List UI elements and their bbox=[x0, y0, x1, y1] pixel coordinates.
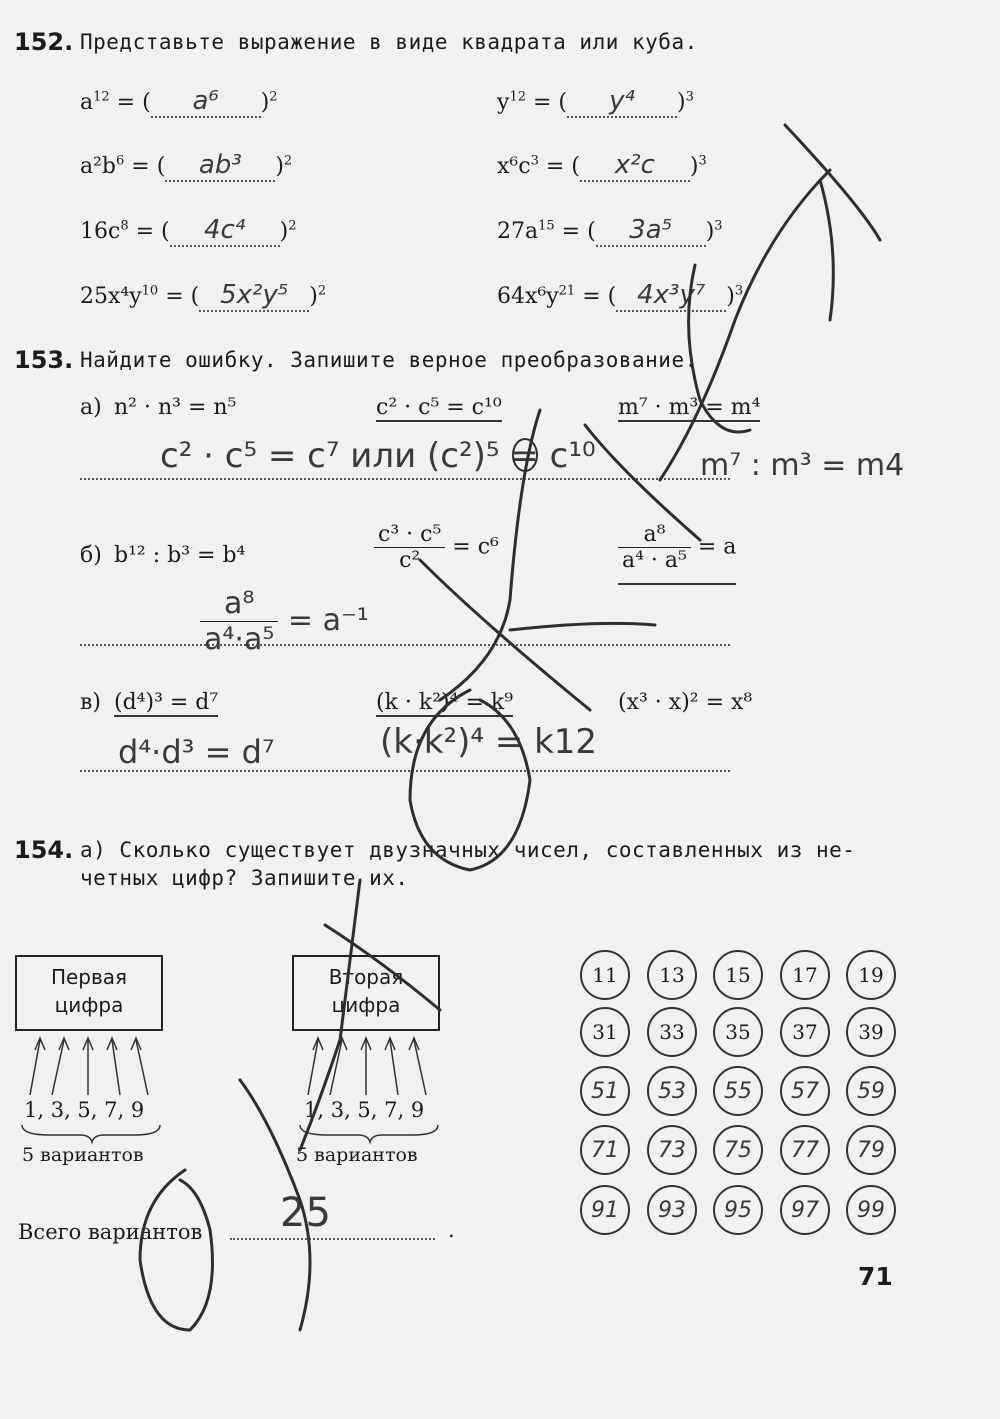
expr-open-paren: = ( bbox=[554, 219, 596, 244]
number-circle: 77 bbox=[780, 1125, 830, 1175]
expr-base: 25x⁴y bbox=[80, 284, 142, 309]
task-153-text: Найдите ошибку. Запишите верное преобразование. bbox=[80, 348, 698, 372]
answer-b-denominator: a⁴·a⁵ bbox=[204, 622, 275, 657]
number-circle: 93 bbox=[647, 1185, 697, 1235]
expr-close-paren: ) bbox=[275, 154, 284, 179]
number-circle: 17 bbox=[780, 950, 830, 1000]
item-b-expr-3 bbox=[618, 522, 736, 585]
expr-close-paren: ) bbox=[309, 284, 318, 309]
expr-close-paren: ) bbox=[689, 154, 699, 179]
handwritten-answer: 5x²y⁵ bbox=[199, 280, 309, 312]
task-152-expr-right bbox=[497, 215, 723, 247]
answer-line-v bbox=[80, 770, 730, 772]
task-153-number: 153. bbox=[14, 346, 74, 374]
number-circle: 37 bbox=[780, 1007, 830, 1057]
expr-close-paren: ) bbox=[705, 219, 715, 244]
expr-power: 2 bbox=[269, 89, 278, 105]
item-v-expr-1: (d⁴)³ = d⁷ bbox=[114, 690, 219, 715]
page-number: 71 bbox=[858, 1262, 893, 1291]
expr-power: 3 bbox=[734, 283, 744, 299]
number-circle: 11 bbox=[580, 950, 630, 1000]
number-circle: 95 bbox=[713, 1185, 763, 1235]
item-v-expr-2: (k · k²)⁴ = k⁹ bbox=[376, 690, 514, 715]
arrows-second bbox=[308, 1038, 426, 1095]
expr-open-paren: = ( bbox=[124, 154, 166, 179]
handwritten-answer: x²c bbox=[580, 150, 690, 182]
expr-exponent: 12 bbox=[509, 89, 526, 105]
number-circle: 13 bbox=[647, 950, 697, 1000]
expr-power: 3 bbox=[698, 153, 707, 169]
total-answer: 25 bbox=[280, 1190, 331, 1236]
expr-power: 2 bbox=[317, 283, 327, 299]
answer-b-numerator: a⁸ bbox=[200, 586, 278, 622]
task-154-number: 154. bbox=[14, 836, 74, 864]
expr-close-paren: ) bbox=[279, 219, 289, 244]
number-circle: 91 bbox=[580, 1185, 630, 1235]
expr-close-paren: ) bbox=[726, 284, 735, 309]
answer-b bbox=[200, 586, 369, 657]
expr-open-paren: = ( bbox=[525, 90, 567, 115]
b2-rhs: = c⁶ bbox=[452, 534, 499, 560]
number-circle: 97 bbox=[780, 1185, 830, 1235]
item-a-label: а) bbox=[80, 395, 102, 420]
total-answer-line bbox=[230, 1238, 435, 1240]
item-b-expr-1: b¹² : b³ = b⁴ bbox=[114, 543, 246, 568]
expr-open-paren: = ( bbox=[128, 219, 170, 244]
item-a-expr-1: n² · n³ = n⁵ bbox=[114, 395, 237, 420]
first-digit-box: Первая цифра bbox=[15, 955, 163, 1031]
item-v-label: в) bbox=[80, 690, 101, 715]
expr-exponent: 12 bbox=[93, 89, 110, 105]
handwritten-answer: 4c⁴ bbox=[170, 215, 280, 247]
handwritten-answer: 3a⁵ bbox=[596, 215, 706, 247]
expr-exponent: 10 bbox=[141, 283, 159, 299]
expr-power: 3 bbox=[685, 89, 694, 105]
expr-close-paren: ) bbox=[260, 90, 270, 115]
answer-v-1: d⁴·d³ = d⁷ bbox=[118, 733, 275, 771]
item-v-expr-3: (x³ · x)² = x⁸ bbox=[618, 690, 753, 715]
digits-first: 1, 3, 5, 7, 9 bbox=[24, 1098, 145, 1122]
b3-rhs: = a bbox=[697, 534, 737, 560]
number-circle: 55 bbox=[713, 1066, 763, 1116]
expr-power: 3 bbox=[714, 218, 723, 234]
expr-exponent: 8 bbox=[120, 218, 129, 234]
total-label: Всего вариантов bbox=[18, 1220, 203, 1244]
task-152-text: Представьте выражение в виде квадрата или куба. bbox=[80, 30, 698, 54]
number-circle: 53 bbox=[647, 1066, 697, 1116]
handwritten-answer: y⁴ bbox=[567, 86, 677, 118]
expr-open-paren: = ( bbox=[538, 154, 580, 179]
answer-v-2: (k·k²)⁴ = k12 bbox=[380, 722, 598, 762]
number-circle: 79 bbox=[846, 1125, 896, 1175]
number-circle: 59 bbox=[846, 1066, 896, 1116]
handwritten-answer: 4x³y⁷ bbox=[616, 280, 726, 312]
number-circle: 71 bbox=[580, 1125, 630, 1175]
task-152-expr-left bbox=[80, 215, 297, 247]
task-152-expr-left bbox=[80, 280, 326, 312]
number-circle: 33 bbox=[647, 1007, 697, 1057]
expr-exponent: 15 bbox=[538, 218, 555, 234]
expr-base: y bbox=[497, 90, 510, 115]
number-circle: 31 bbox=[580, 1007, 630, 1057]
answer-line-a bbox=[80, 478, 730, 480]
second-digit-box: Вторая цифра bbox=[292, 955, 440, 1031]
brace-second bbox=[300, 1125, 438, 1142]
brace-first bbox=[22, 1125, 160, 1142]
expr-base: 27a bbox=[497, 219, 539, 244]
number-circle: 39 bbox=[846, 1007, 896, 1057]
number-circle: 75 bbox=[713, 1125, 763, 1175]
expr-base: 64x⁶y bbox=[497, 284, 559, 309]
b3-denominator: a⁴ · a⁵ bbox=[622, 548, 687, 573]
answer-line-b bbox=[80, 644, 730, 646]
item-a-expr-2: c² · c⁵ = c¹⁰ bbox=[376, 395, 502, 420]
task-152-expr-right bbox=[497, 280, 743, 312]
expr-exponent: 21 bbox=[558, 283, 576, 299]
task-152-expr-right bbox=[497, 86, 694, 118]
expr-open-paren: = ( bbox=[109, 90, 151, 115]
task-152-expr-left bbox=[80, 150, 292, 182]
task-152-expr-right bbox=[497, 150, 707, 182]
task-154-line-2: четных цифр? Запишите их. bbox=[80, 866, 409, 890]
b2-denominator: c² bbox=[399, 548, 421, 573]
number-circle: 99 bbox=[846, 1185, 896, 1235]
number-circle: 35 bbox=[713, 1007, 763, 1057]
arrows-first bbox=[30, 1038, 148, 1095]
item-b-label: б) bbox=[80, 543, 102, 568]
expr-base: 16c bbox=[80, 219, 121, 244]
answer-a-1: c² · c⁵ = c⁷ или (c²)⁵ = c¹⁰ bbox=[160, 436, 596, 476]
item-a-expr-3: m⁷ · m³ = m⁴ bbox=[618, 395, 761, 420]
variants-first: 5 вариантов bbox=[22, 1144, 144, 1166]
expr-base: x⁶c bbox=[497, 154, 531, 179]
expr-power: 2 bbox=[283, 153, 293, 169]
task-152-expr-left bbox=[80, 86, 278, 118]
answer-a-2: m⁷ : m³ = m4 bbox=[700, 448, 905, 483]
number-circle: 73 bbox=[647, 1125, 697, 1175]
expr-power: 2 bbox=[288, 218, 297, 234]
expr-base: a²b bbox=[80, 154, 117, 179]
digits-second: 1, 3, 5, 7, 9 bbox=[304, 1098, 425, 1122]
total-end: . bbox=[448, 1218, 455, 1242]
expr-exponent: 3 bbox=[530, 153, 539, 169]
number-circle: 51 bbox=[580, 1066, 630, 1116]
task-154-line-1: а) Сколько существует двузначных чисел, составленных из не- bbox=[80, 838, 856, 862]
expr-exponent: 6 bbox=[116, 153, 125, 169]
handwritten-answer: ab³ bbox=[165, 150, 275, 182]
expr-close-paren: ) bbox=[677, 90, 686, 115]
number-circle: 19 bbox=[846, 950, 896, 1000]
variants-second: 5 вариантов bbox=[296, 1144, 418, 1166]
b3-numerator: a⁸ bbox=[618, 522, 691, 548]
number-circle: 57 bbox=[780, 1066, 830, 1116]
task-152-number: 152. bbox=[14, 28, 74, 56]
number-circle: 15 bbox=[713, 950, 763, 1000]
expr-base: a bbox=[80, 90, 94, 115]
answer-b-rhs: = a⁻¹ bbox=[287, 603, 369, 638]
handwritten-answer: a⁶ bbox=[151, 86, 261, 118]
expr-open-paren: = ( bbox=[158, 284, 200, 309]
b2-numerator: c³ · c⁵ bbox=[374, 522, 445, 548]
item-b-expr-2 bbox=[374, 522, 499, 573]
expr-open-paren: = ( bbox=[575, 284, 617, 309]
